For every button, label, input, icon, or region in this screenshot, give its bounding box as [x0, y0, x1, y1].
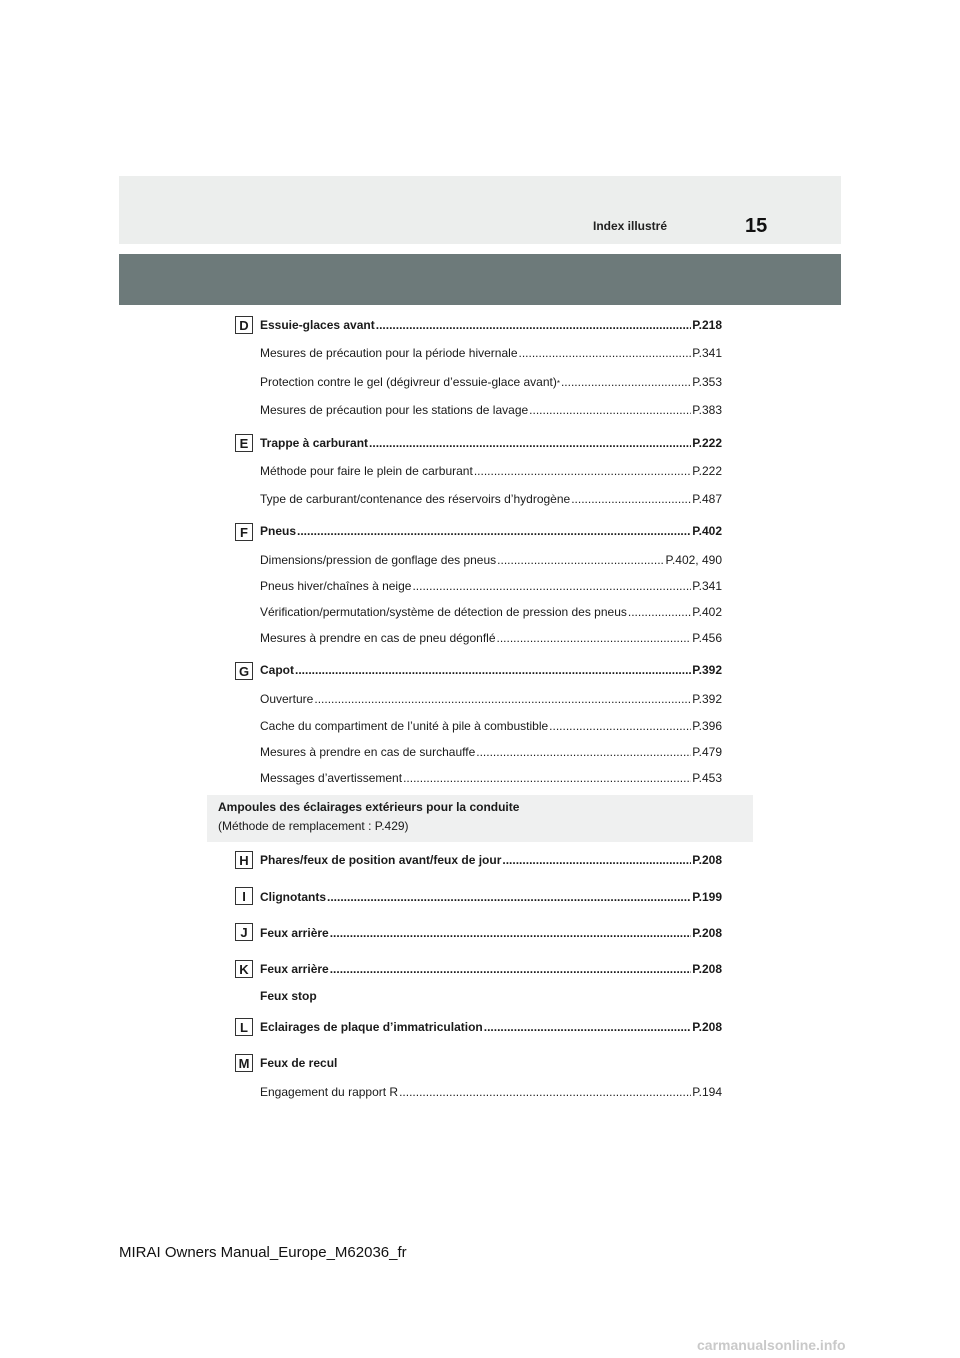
- dot-leader: [314, 692, 691, 706]
- index-entry-main: [260, 318, 722, 336]
- entry-page-ref[interactable]: P.479: [692, 745, 722, 759]
- dot-leader: [571, 492, 691, 506]
- index-entry: [260, 553, 722, 571]
- entry-page-ref[interactable]: P.341: [692, 346, 722, 360]
- dot-leader: [484, 1020, 691, 1034]
- entry-page-ref[interactable]: P.456: [692, 631, 722, 645]
- info-box-title: Ampoules des éclairages extérieurs pour la conduite: [218, 800, 520, 814]
- entry-page-ref[interactable]: P.208: [692, 926, 722, 940]
- dot-leader: [399, 1085, 691, 1099]
- index-entry-main: [260, 989, 722, 1007]
- entry-label: Feux stop: [260, 989, 317, 1003]
- entry-label: Messages d’avertissement: [260, 771, 403, 785]
- index-entry-main: [260, 962, 722, 980]
- entry-label: Cache du compartiment de l’unité à pile à combustible: [260, 719, 549, 733]
- index-entry: [260, 403, 722, 421]
- dot-leader: [330, 926, 691, 940]
- entry-page-ref[interactable]: P.453: [692, 771, 722, 785]
- entry-label: Feux arrière: [260, 962, 329, 976]
- dot-leader: [476, 745, 691, 759]
- dot-leader: [497, 631, 692, 645]
- section-letter-e: E: [235, 434, 253, 452]
- entry-page-ref[interactable]: P.392: [692, 692, 722, 706]
- entry-page-ref[interactable]: P.402: [692, 605, 722, 619]
- entry-page-ref[interactable]: P.402, 490: [665, 553, 722, 567]
- entry-label: Clignotants: [260, 890, 326, 904]
- section-letter-d: D: [235, 316, 253, 334]
- entry-page-ref[interactable]: P.396: [692, 719, 722, 733]
- entry-page-ref[interactable]: P.222: [692, 436, 722, 450]
- entry-label: Trappe à carburant: [260, 436, 369, 450]
- dot-leader: [297, 524, 691, 538]
- watermark: carmanualsonline.info: [697, 1337, 846, 1353]
- entry-page-ref[interactable]: P.402: [692, 524, 722, 538]
- dot-leader: [502, 853, 691, 867]
- index-entry: Protection contre le gel (dégivreur d’essuie-glace avant) * ..... P.353: [260, 375, 722, 393]
- index-entry-main: [260, 890, 722, 908]
- entry-label: Ouverture: [260, 692, 314, 706]
- section-letter-m: M: [235, 1054, 253, 1072]
- index-entry: [260, 631, 722, 649]
- entry-label: Type de carburant/contenance des réservoirs d’hydrogène: [260, 492, 571, 506]
- entry-label: Feux arrière: [260, 926, 329, 940]
- entry-label: Mesures à prendre en cas de surchauffe: [260, 745, 476, 759]
- index-entry: [260, 579, 722, 597]
- index-entry: [260, 745, 722, 763]
- footer-text: MIRAI Owners Manual_Europe_M62036_fr: [119, 1244, 407, 1261]
- entry-label: Capot: [260, 663, 294, 677]
- dot-leader: [330, 962, 691, 976]
- entry-label: Dimensions/pression de gonflage des pneus: [260, 553, 497, 567]
- entry-label: Eclairages de plaque d’immatriculation: [260, 1020, 483, 1034]
- section-letter-j: J: [235, 923, 253, 941]
- index-entry: [260, 492, 722, 510]
- index-entry: [260, 719, 722, 737]
- dot-leader: [497, 553, 664, 567]
- entry-page-ref[interactable]: P.392: [692, 663, 722, 677]
- entry-label: Engagement du rapport R: [260, 1085, 399, 1099]
- section-letter-f: F: [235, 523, 253, 541]
- dot-leader: [412, 579, 691, 593]
- entry-label: Feux de recul: [260, 1056, 338, 1070]
- entry-page-ref[interactable]: P.208: [692, 962, 722, 976]
- index-entry: [260, 605, 722, 623]
- index-entry: [260, 346, 722, 364]
- section-letter-i: I: [235, 887, 253, 905]
- page-number: 15: [745, 215, 768, 237]
- entry-page-ref[interactable]: P.353: [692, 375, 722, 389]
- index-entry: [260, 771, 722, 789]
- entry-label: Vérification/permutation/système de détection de pression des pneus: [260, 605, 627, 619]
- entry-page-ref[interactable]: P.383: [692, 403, 722, 417]
- entry-label: Mesures de précaution pour les stations de lavage: [260, 403, 529, 417]
- entry-label: Mesures de précaution pour la période hivernale: [260, 346, 518, 360]
- entry-label: Mesures à prendre en cas de pneu dégonflé: [260, 631, 496, 645]
- entry-label: Méthode pour faire le plein de carburant: [260, 464, 473, 478]
- entry-label: Phares/feux de position avant/feux de jour: [260, 853, 502, 867]
- section-letter-g: G: [235, 662, 253, 680]
- entry-page-ref[interactable]: P.208: [692, 853, 722, 867]
- dot-leader: [295, 663, 691, 677]
- dot-leader: [519, 346, 692, 360]
- entry-page-ref[interactable]: P.222: [692, 464, 722, 478]
- dot-leader: [474, 464, 691, 478]
- dot-leader: [529, 403, 691, 417]
- entry-page-ref[interactable]: P.208: [692, 1020, 722, 1034]
- section-letter-h: H: [235, 851, 253, 869]
- index-entry-main: [260, 524, 722, 542]
- index-entry-main: [260, 1020, 722, 1038]
- entry-page-ref[interactable]: P.341: [692, 579, 722, 593]
- index-entry: [260, 692, 722, 710]
- index-entry-main: [260, 663, 722, 681]
- entry-label: Pneus: [260, 524, 297, 538]
- index-entry-main: [260, 853, 722, 871]
- dot-leader: [369, 436, 691, 450]
- index-entry: [260, 1085, 722, 1103]
- section-letter-k: K: [235, 960, 253, 978]
- dot-leader: [327, 890, 691, 904]
- dot-leader: [549, 719, 691, 733]
- entry-label: Essuie-glaces avant: [260, 318, 375, 332]
- index-entry-main: [260, 436, 722, 454]
- info-box-subtitle: (Méthode de remplacement : P.429): [218, 819, 409, 833]
- entry-label: Protection contre le gel (dégivreur d’essuie-glace avant): [260, 375, 557, 389]
- entry-page-ref[interactable]: P.487: [692, 492, 722, 506]
- entry-page-ref[interactable]: P.199: [692, 890, 722, 904]
- dot-leader: [376, 318, 691, 332]
- index-entry-main: [260, 1056, 722, 1074]
- dot-leader: [403, 771, 691, 785]
- index-entry: [260, 464, 722, 482]
- dot-leader: [628, 605, 691, 619]
- index-entry-main: [260, 926, 722, 944]
- entry-page-ref[interactable]: P.194: [692, 1085, 722, 1099]
- entry-page-ref[interactable]: P.218: [692, 318, 722, 332]
- section-letter-l: L: [235, 1018, 253, 1036]
- header-title: Index illustré: [593, 219, 668, 233]
- dot-leader: [561, 375, 691, 389]
- entry-label: Pneus hiver/chaînes à neige: [260, 579, 412, 593]
